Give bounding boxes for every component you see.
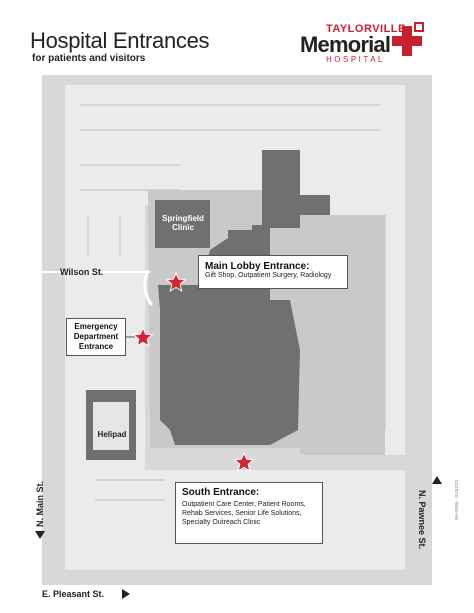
pleasant-st-label: E. Pleasant St. bbox=[42, 589, 105, 599]
helipad-label: Helipad bbox=[97, 430, 127, 439]
main-st-label: N. Main St. bbox=[35, 480, 45, 527]
pawnee-st-label: N. Pawnee St. bbox=[417, 490, 427, 550]
emergency-title-line2: Department bbox=[73, 332, 119, 341]
logo-line1: TAYLORVILLE bbox=[326, 23, 406, 35]
hospital-east-annex bbox=[275, 345, 298, 390]
pawnee-st-arrow-icon bbox=[432, 476, 442, 484]
springfield-clinic-label-line1: Springfield bbox=[162, 214, 204, 223]
emergency-title-line1: Emergency bbox=[74, 322, 118, 331]
logo-line3: HOSPITAL bbox=[326, 55, 385, 64]
south-desc-line3: Specialty Outreach Clinic bbox=[182, 519, 261, 526]
south-desc-line2: Rehab Services, Senior Life Solutions, bbox=[182, 510, 302, 517]
pleasant-st-arrow-icon bbox=[122, 589, 130, 599]
wilson-st-label: Wilson St. bbox=[60, 267, 104, 277]
emergency-title-line3: Entrance bbox=[78, 342, 114, 351]
springfield-clinic-label-line2: Clinic bbox=[172, 223, 194, 232]
helipad-surface bbox=[93, 402, 129, 450]
page-subtitle: for patients and visitors bbox=[32, 53, 146, 64]
main-lobby-callout[interactable] bbox=[198, 255, 348, 289]
document-code: MH-0006 · 01/01/20 bbox=[454, 479, 459, 520]
south-title: South Entrance: bbox=[182, 487, 260, 498]
springfield-clinic-label bbox=[157, 214, 209, 232]
page-title: Hospital Entrances bbox=[30, 28, 210, 53]
emergency-callout[interactable] bbox=[66, 318, 126, 356]
south-desc-line1: Outpatient Care Center, Patient Rooms, bbox=[182, 501, 306, 508]
south-callout[interactable] bbox=[175, 482, 323, 544]
main-lobby-desc: Gift Shop, Outpatient Surgery, Radiology bbox=[205, 272, 332, 279]
parking-lot-north bbox=[65, 85, 405, 205]
logo-line2: Memorial bbox=[300, 32, 391, 57]
main-lobby-title: Main Lobby Entrance: bbox=[205, 261, 310, 272]
